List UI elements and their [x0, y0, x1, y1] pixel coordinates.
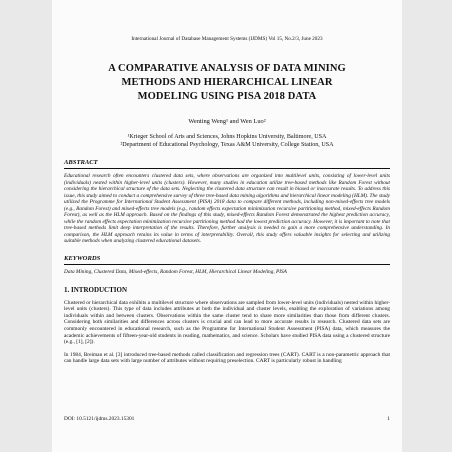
author-list: Wenting Weng¹ and Wen Luo² — [188, 118, 266, 125]
affiliations — [64, 133, 390, 149]
keywords-heading: KEYWORDS — [64, 255, 390, 265]
intro-paragraph: In 1984, Breiman et al. [3] introduced tree-based methods called classification and regression trees (CART). CART is a non-parametric approach that can handle large data sets with large number of attributes without requiring preselection. CART is particularly robust in handling — [64, 351, 390, 365]
page-number: 1 — [387, 416, 390, 422]
doi-text: DOI: 10.5121/ijdms.2023.15301 — [64, 416, 135, 422]
title-line: MODELING USING PISA 2018 DATA — [137, 91, 317, 102]
paper-title — [64, 62, 390, 104]
abstract-text: Educational research often encounters clustered data sets, where observations are organized into multilevel units, consisting of lower-level units (individuals) nested within higher-level units (clusters). However, many studies in education utilize tree-based methods like Random Forest without considering the hierarchical structure of the data sets. Neglecting the clustered data structure can result in biased or inaccurate results. To address this issue, this study aimed to conduct a comprehensive survey of three tree-based data mining algorithms and hierarchical linear modeling (HLM). The study utilized the Programme for International Student Assessment (PISA) 2018 data to compare different methods, including non-mixed-effects tree models (e.g., Random Forest) and mixed-effects tree models (e.g., random effects expectation minimization recursive partitioning method, mixed-effects Random Forest), as well as the HLM approach. Based on the findings of this study, mixed-effects Random Forest demonstrated the highest prediction accuracy, while the random effects expectation minimization recursive partitioning method had the lowest prediction accuracy. However, it is important to note that tree-based methods limit deep interpretation of the results. Therefore, further analysis is needed to gain a more comprehensive understanding. In comparison, the HLM approach retains its value in terms of interpretability. Overall, this study offers valuable insights for selecting and utilizing suitable methods when analyzing clustered educational datasets. — [64, 173, 390, 245]
intro-paragraph: Clustered or hierarchical data exhibits a multilevel structure where observations are sampled from lower-level units (individuals) nested within higher-level units (clusters). This type of data includes attributes at both the individual and cluster levels, enabling the exploration of variations among individuals within and between clusters. Observations within the same cluster tend to share more similarities than those from different clusters. Considering both similarities and differences across clusters is crucial and can lead to more accurate results in research. Clustered data sets are commonly encountered in educational research, such as the Programme for International Student Assessment (PISA) data, which measures the academic achievements of fifteen-year-old students in reading, mathematics, and science. Scholars have studied PISA data using a clustered structure (e.g., [1], [2]). — [64, 299, 390, 346]
title-line: METHODS AND HIERARCHICAL LINEAR — [121, 77, 333, 88]
paper-page — [52, 0, 402, 452]
affiliation-1: ¹Krieger School of Arts and Sciences, Johns Hopkins University, Baltimore, USA — [127, 134, 327, 140]
page-footer — [64, 416, 390, 422]
affiliation-2: ²Department of Educational Psychology, Texas A&M University, College Station, USA — [120, 142, 334, 148]
keywords-text: Data Mining, Clustered Data, Mixed-effects, Random Forest, HLM, Hierarchical Linear Modeling, PISA — [64, 269, 287, 276]
title-line: A COMPARATIVE ANALYSIS OF DATA MINING — [108, 63, 346, 74]
introduction-heading: 1. INTRODUCTION — [64, 285, 128, 294]
journal-header: International Journal of Database Management Systems (IJDMS) Vol 15, No.2/3, June 2023 — [131, 36, 323, 42]
abstract-heading: ABSTRACT — [64, 159, 390, 169]
